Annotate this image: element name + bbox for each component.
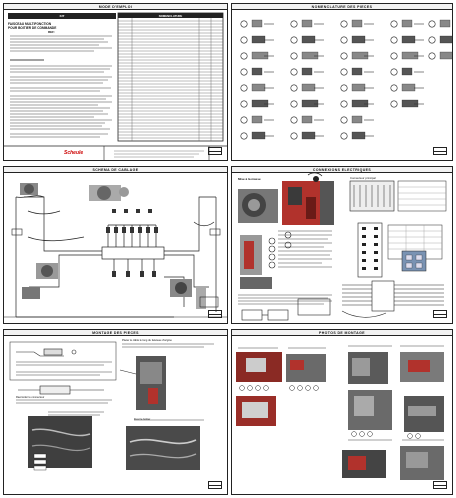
cover-text-lines <box>4 4 228 161</box>
part-icon <box>341 36 374 43</box>
page-4-electrical-connections <box>231 166 453 324</box>
part-icon <box>391 100 424 107</box>
cover-doc-line-2: POUR BOITIER DE COMMANDE <box>8 26 57 30</box>
assembly-note-b: Raccorder le connecteur <box>16 396 45 399</box>
part-icon <box>291 20 324 27</box>
assembly-note-c: Fixer le boitier <box>134 418 151 421</box>
cover-doc-line-1: FAISCEAU MULTIFONCTION <box>8 22 52 26</box>
page-2-parts-icons <box>231 3 453 161</box>
page-5-header-title: MONTAGE DES PIECES <box>92 331 139 335</box>
part-icon <box>291 84 324 91</box>
part-icon <box>341 68 374 75</box>
part-icon <box>341 100 374 107</box>
part-icon <box>429 20 453 27</box>
assembly-illustrations <box>4 330 228 495</box>
part-icon <box>341 116 374 123</box>
page-4-footer-box <box>433 310 447 318</box>
part-icon <box>241 84 274 91</box>
part-icon <box>341 84 374 91</box>
page-6-photos <box>231 329 453 495</box>
brand-logo: Scheule <box>64 150 84 156</box>
part-icon <box>391 68 424 75</box>
page-5-assembly <box>3 329 228 495</box>
parts-table-header: NOMENCLATURE <box>158 13 183 18</box>
part-icon <box>391 84 424 91</box>
part-icon <box>291 116 324 123</box>
part-icon <box>291 68 324 75</box>
page-1-header-title: MODE D'EMPLOI <box>98 5 133 9</box>
part-icon <box>341 132 374 139</box>
assembly-note-a: Placer le câble le long du faisceau d'origine <box>122 339 172 342</box>
part-icon <box>391 36 424 43</box>
part-icon <box>341 52 374 59</box>
page-3-header-title: SCHEMA DE CABLAGE <box>92 168 139 172</box>
ground-callout-title: Mise à la masse <box>238 177 261 181</box>
photo-grid <box>232 330 453 495</box>
part-icon <box>341 20 374 27</box>
connector-callout: Connecteur principal <box>350 176 376 180</box>
page-6-footer-box <box>433 481 447 489</box>
page-3-wiring-diagram <box>3 166 228 324</box>
part-icon <box>241 36 274 43</box>
page-1-cover <box>3 3 228 161</box>
connection-diagram <box>232 167 453 324</box>
main-junction-box <box>102 247 164 259</box>
page-3-footer-box <box>208 310 222 318</box>
part-icon <box>291 100 324 107</box>
page-5-footer-box <box>208 481 222 489</box>
page-4-header-title: CONNEXIONS ELECTRIQUES <box>312 168 372 172</box>
part-icon <box>429 52 453 59</box>
part-icon <box>241 100 274 107</box>
page-6-header-title: PHOTOS DE MONTAGE <box>319 331 365 335</box>
part-icon <box>241 132 274 139</box>
cover-doc-line-3: REF: <box>48 30 55 34</box>
page-1-footer-box <box>208 147 222 155</box>
part-icon <box>291 36 324 43</box>
part-icon <box>241 20 274 27</box>
wiring-diagram <box>4 167 228 324</box>
part-icon <box>391 20 424 27</box>
part-icon <box>291 132 324 139</box>
part-icon <box>291 52 324 59</box>
parts-icon-grid <box>232 4 453 161</box>
part-icon <box>391 52 424 59</box>
part-icon <box>429 36 453 43</box>
part-icon <box>241 68 274 75</box>
cover-title-bar: KIT <box>8 13 116 19</box>
page-2-footer-box <box>433 147 447 155</box>
part-icon <box>241 52 274 59</box>
part-icon <box>241 116 274 123</box>
page-2-header-title: NOMENCLATURE DES PIECES <box>311 5 373 9</box>
